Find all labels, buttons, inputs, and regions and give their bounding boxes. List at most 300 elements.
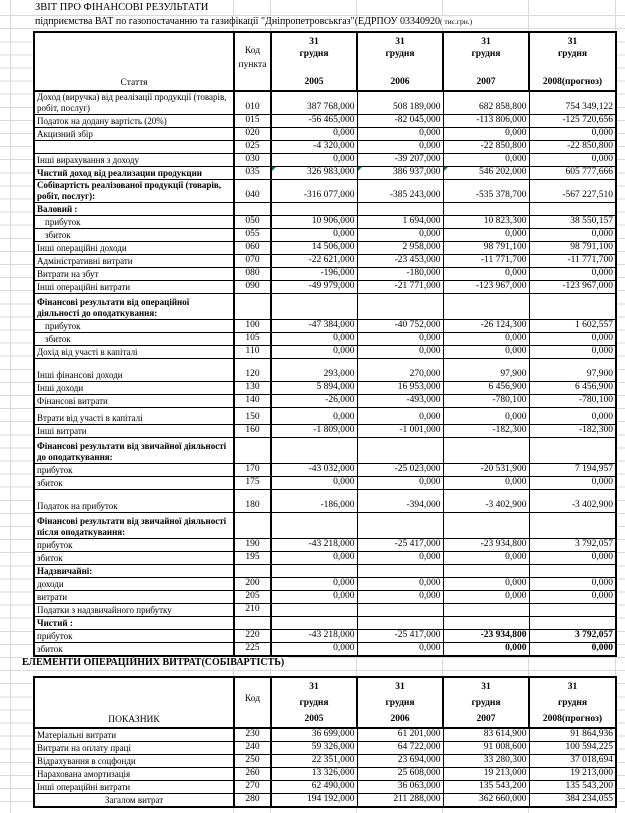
row-label-cell: Інші операційні витрати — [34, 281, 234, 294]
value-cell: 59 326,000 — [271, 742, 357, 755]
value-cell: -43 218,000 — [271, 630, 357, 643]
value-cell: -26 124,300 — [443, 320, 529, 333]
value-cell: 508 189,000 — [357, 91, 443, 115]
value-cell: 1 602,557 — [529, 320, 616, 333]
value-cell: 25 608,000 — [357, 768, 443, 781]
value-cell: 0,000 — [271, 643, 357, 657]
table-row — [34, 141, 616, 154]
table-row — [34, 268, 616, 281]
table-row — [34, 768, 616, 781]
value-cell: 0,000 — [271, 578, 357, 591]
section-heading-operating-costs: ЕЛЕМЕНТИ ОПЕРАЦІЙНИХ ВИТРАТ(СОБІВАРТІСТЬ) — [22, 657, 288, 668]
article-column-header: ПОКАЗНИК — [34, 677, 234, 728]
value-cell — [529, 617, 616, 630]
table-row — [34, 539, 616, 552]
value-cell: 0,000 — [529, 643, 616, 657]
value-cell: -394,000 — [357, 490, 443, 513]
value-cell: 0,000 — [271, 128, 357, 141]
value-cell: 36 063,000 — [357, 781, 443, 794]
value-cell: -82 045,000 — [357, 115, 443, 128]
value-cell: -123 967,000 — [529, 281, 616, 294]
table-row — [34, 203, 616, 216]
table-row — [34, 438, 616, 464]
row-code-cell: 130 — [234, 382, 271, 395]
row-code-cell: 225 — [234, 643, 271, 657]
value-cell: -113 806,000 — [443, 115, 529, 128]
table-row — [34, 395, 616, 408]
value-cell — [443, 604, 529, 617]
row-label-cell: витрати — [34, 591, 234, 604]
value-cell: 98 791,100 — [443, 242, 529, 255]
value-cell: 0,000 — [357, 477, 443, 490]
value-cell: -780,100 — [529, 395, 616, 408]
row-code-cell: 080 — [234, 268, 271, 281]
period-header-2005: 31 грудня 2005 — [271, 677, 357, 728]
row-code-cell: 110 — [234, 346, 271, 359]
operating-costs-table — [33, 676, 617, 808]
value-cell: -780,100 — [443, 395, 529, 408]
value-cell — [357, 294, 443, 320]
value-cell: 0,000 — [443, 333, 529, 346]
value-cell: 0,000 — [529, 591, 616, 604]
value-cell — [271, 513, 357, 539]
value-cell: -22 621,000 — [271, 255, 357, 268]
row-code-cell: 220 — [234, 630, 271, 643]
row-label-cell: Валовий : — [34, 203, 234, 216]
value-cell: 0,000 — [357, 333, 443, 346]
table-row — [34, 565, 616, 578]
value-cell: 83 614,900 — [443, 728, 529, 742]
value-cell: 0,000 — [357, 552, 443, 565]
row-code-cell: 205 — [234, 591, 271, 604]
value-cell: 10 823,300 — [443, 216, 529, 229]
row-code-cell: 180 — [234, 490, 271, 513]
value-cell: 0,000 — [529, 578, 616, 591]
row-label-cell: збиток — [34, 552, 234, 565]
value-cell: -39 207,000 — [357, 154, 443, 167]
value-cell: 0,000 — [271, 477, 357, 490]
value-cell: 19 213,000 — [529, 768, 616, 781]
row-label-cell: прибуток — [34, 216, 234, 229]
value-cell: 0,000 — [443, 578, 529, 591]
row-label-cell: Доход (виручка) від реалізації продукції (товарів, робіт, послуг) — [34, 91, 234, 115]
value-cell: -23 934,800 — [443, 630, 529, 643]
value-cell: -11 771,700 — [529, 255, 616, 268]
row-label-cell: збиток — [34, 477, 234, 490]
table-row — [34, 794, 616, 808]
value-cell: 605 777,666 — [529, 167, 616, 180]
row-label-cell: збиток — [34, 229, 234, 242]
value-cell: 61 201,000 — [357, 728, 443, 742]
value-cell: -567 227,510 — [529, 180, 616, 203]
value-cell — [443, 294, 529, 320]
row-code-cell: 105 — [234, 333, 271, 346]
value-cell: -493,000 — [357, 395, 443, 408]
row-code-cell: 280 — [234, 794, 271, 808]
table-row — [34, 781, 616, 794]
value-cell: 13 326,000 — [271, 768, 357, 781]
value-cell: 0,000 — [443, 346, 529, 359]
row-code-cell: 175 — [234, 477, 271, 490]
value-cell — [529, 294, 616, 320]
value-cell — [443, 203, 529, 216]
row-label-cell: Адміністративні витрати — [34, 255, 234, 268]
value-cell — [529, 513, 616, 539]
value-cell: 0,000 — [271, 591, 357, 604]
value-cell: 16 953,000 — [357, 382, 443, 395]
row-label-cell: Дохід від участі в капіталі — [34, 346, 234, 359]
value-cell: -43 032,000 — [271, 464, 357, 477]
value-cell — [357, 604, 443, 617]
value-cell: 38 550,157 — [529, 216, 616, 229]
value-cell: 682 858,800 — [443, 91, 529, 115]
row-code-cell: 040 — [234, 180, 271, 203]
value-cell: -22 850,800 — [443, 141, 529, 154]
value-cell — [443, 438, 529, 464]
value-cell: -43 218,000 — [271, 539, 357, 552]
value-cell: 3 792,057 — [529, 630, 616, 643]
row-label-cell: збиток — [34, 643, 234, 657]
value-cell: -385 243,000 — [357, 180, 443, 203]
table-row — [34, 591, 616, 604]
value-cell: 0,000 — [271, 346, 357, 359]
table-row — [34, 630, 616, 643]
table-row — [34, 167, 616, 180]
row-label-cell: Фінансові результати від звичайної діяльності до оподаткування: — [34, 438, 234, 464]
value-cell: 362 660,000 — [443, 794, 529, 808]
row-label-cell: Чистий доход від реализации продукции — [34, 167, 234, 180]
value-cell: 0,000 — [529, 477, 616, 490]
value-cell: 7 194,957 — [529, 464, 616, 477]
value-cell — [271, 203, 357, 216]
table-row — [34, 128, 616, 141]
row-label-cell: Інші фінансові доходи — [34, 359, 234, 382]
table-row — [34, 604, 616, 617]
value-cell: 22 351,000 — [271, 755, 357, 768]
value-cell — [529, 565, 616, 578]
row-code-cell — [234, 565, 271, 578]
value-cell: 33 280,300 — [443, 755, 529, 768]
value-cell: -25 417,000 — [357, 630, 443, 643]
value-cell: 0,000 — [357, 229, 443, 242]
value-cell: 293,000 — [271, 359, 357, 382]
row-code-cell: 150 — [234, 408, 271, 425]
row-label-cell: Інші операційні витрати — [34, 781, 234, 794]
value-cell: 91 008,600 — [443, 742, 529, 755]
table-row — [34, 359, 616, 382]
value-cell: -26,000 — [271, 395, 357, 408]
value-cell: 91 864,936 — [529, 728, 616, 742]
row-label-cell: Акцизний збір — [34, 128, 234, 141]
value-cell: 0,000 — [529, 229, 616, 242]
row-label-cell: Загалом витрат — [34, 794, 234, 808]
comment-marker-icon — [272, 167, 276, 171]
table-row — [34, 477, 616, 490]
value-cell — [529, 203, 616, 216]
value-cell: -3 402,900 — [529, 490, 616, 513]
value-cell: 211 288,000 — [357, 794, 443, 808]
value-cell: 37 018,694 — [529, 755, 616, 768]
value-cell: 100 594,225 — [529, 742, 616, 755]
value-cell: 14 506,000 — [271, 242, 357, 255]
value-cell: 546 202,000 — [443, 167, 529, 180]
value-cell: 387 768,000 — [271, 91, 357, 115]
period-header-2008(прогноз): 31 грудня 2008(прогноз) — [529, 677, 616, 728]
row-code-cell: 160 — [234, 425, 271, 438]
value-cell: -23 934,800 — [443, 539, 529, 552]
value-cell: 0,000 — [357, 591, 443, 604]
table-row — [34, 180, 616, 203]
table-row — [34, 464, 616, 477]
value-cell — [271, 294, 357, 320]
value-cell — [271, 617, 357, 630]
value-cell: -186,000 — [271, 490, 357, 513]
value-cell: -1 001,000 — [357, 425, 443, 438]
value-cell: 0,000 — [443, 408, 529, 425]
row-label-cell: Інші операційні доходи — [34, 242, 234, 255]
row-code-cell: 030 — [234, 154, 271, 167]
value-cell: -180,000 — [357, 268, 443, 281]
table-row — [34, 490, 616, 513]
row-label-cell: Фінансові результати від звичайної діяльності після оподаткування: — [34, 513, 234, 539]
value-cell: -49 979,000 — [271, 281, 357, 294]
value-cell: 5 894,000 — [271, 382, 357, 395]
table-row — [34, 229, 616, 242]
row-code-cell: 270 — [234, 781, 271, 794]
value-cell: 0,000 — [443, 128, 529, 141]
comment-marker-icon — [444, 167, 448, 171]
value-cell: -182,300 — [443, 425, 529, 438]
value-cell: 19 213,000 — [443, 768, 529, 781]
row-label-cell: Податки з надзвичайного прибутку — [34, 604, 234, 617]
value-cell: 0,000 — [443, 591, 529, 604]
value-cell: 97,900 — [443, 359, 529, 382]
row-code-cell: 050 — [234, 216, 271, 229]
row-label-cell: прибуток — [34, 320, 234, 333]
row-label-cell: Податок на прибуток — [34, 490, 234, 513]
value-cell: -22 850,800 — [529, 141, 616, 154]
table-row — [34, 320, 616, 333]
table-row — [34, 91, 616, 115]
row-label-cell: Інші доходи — [34, 382, 234, 395]
value-cell: -56 465,000 — [271, 115, 357, 128]
value-cell: -25 023,000 — [357, 464, 443, 477]
value-cell: 0,000 — [529, 552, 616, 565]
table-row — [34, 755, 616, 768]
report-title: ЗВІТ ПРО ФІНАНСОВІ РЕЗУЛЬТАТИ — [35, 2, 211, 13]
table-row — [34, 513, 616, 539]
table-row — [34, 643, 616, 657]
value-cell — [357, 617, 443, 630]
value-cell: 0,000 — [271, 552, 357, 565]
row-code-cell: 250 — [234, 755, 271, 768]
value-cell: 326 983,000 — [271, 167, 357, 180]
value-cell: 270,000 — [357, 359, 443, 382]
value-cell: 36 699,000 — [271, 728, 357, 742]
value-cell: 0,000 — [357, 643, 443, 657]
table-row — [34, 216, 616, 229]
value-cell: 0,000 — [443, 154, 529, 167]
value-cell — [529, 604, 616, 617]
table-row — [34, 425, 616, 438]
value-cell: -21 771,000 — [357, 281, 443, 294]
row-code-cell: 190 — [234, 539, 271, 552]
value-cell: 0,000 — [443, 268, 529, 281]
value-cell — [529, 438, 616, 464]
value-cell: -23 453,000 — [357, 255, 443, 268]
table-row — [34, 552, 616, 565]
value-cell: 6 456,900 — [443, 382, 529, 395]
row-code-cell: 100 — [234, 320, 271, 333]
report-subtitle — [35, 16, 475, 27]
value-cell: -1 809,000 — [271, 425, 357, 438]
value-cell: -20 531,900 — [443, 464, 529, 477]
row-label-cell: Втрати від участі в капіталі — [34, 408, 234, 425]
value-cell: 0,000 — [529, 268, 616, 281]
value-cell: 10 906,000 — [271, 216, 357, 229]
table-row — [34, 281, 616, 294]
value-cell: 23 694,000 — [357, 755, 443, 768]
table-row — [34, 346, 616, 359]
row-code-cell: 015 — [234, 115, 271, 128]
table-row — [34, 154, 616, 167]
row-code-cell: 170 — [234, 464, 271, 477]
value-cell: 0,000 — [271, 229, 357, 242]
row-code-cell — [234, 438, 271, 464]
value-cell — [443, 513, 529, 539]
row-label-cell: збиток — [34, 333, 234, 346]
period-header-2006: 31 грудня 2006 — [357, 677, 443, 728]
value-cell: 3 792,057 — [529, 539, 616, 552]
value-cell: 0,000 — [443, 229, 529, 242]
row-code-cell: 240 — [234, 742, 271, 755]
value-cell: 754 349,122 — [529, 91, 616, 115]
row-label-cell: Фінансові результати від операційної діяльності до оподаткування: — [34, 294, 234, 320]
code-column-header: Код пункта — [234, 32, 271, 91]
row-code-cell — [234, 203, 271, 216]
table-row — [34, 728, 616, 742]
period-header-2006: 31 грудня 2006 — [357, 32, 443, 91]
value-cell: 0,000 — [357, 141, 443, 154]
value-cell — [271, 604, 357, 617]
value-cell: -535 378,700 — [443, 180, 529, 203]
row-label-cell: доходи — [34, 578, 234, 591]
value-cell: -182,300 — [529, 425, 616, 438]
value-cell: -3 402,900 — [443, 490, 529, 513]
row-code-cell: 260 — [234, 768, 271, 781]
value-cell: -47 384,000 — [271, 320, 357, 333]
value-cell — [357, 513, 443, 539]
table-row — [34, 578, 616, 591]
value-cell: 135 543,200 — [529, 781, 616, 794]
period-header-2007: 31 грудня 2007 — [443, 32, 529, 91]
row-code-cell: 195 — [234, 552, 271, 565]
value-cell: -40 752,000 — [357, 320, 443, 333]
value-cell: 0,000 — [529, 128, 616, 141]
value-cell: 0,000 — [443, 477, 529, 490]
row-label-cell: прибуток — [34, 464, 234, 477]
row-code-cell: 200 — [234, 578, 271, 591]
row-label-cell: Податок на додану вартість (20%) — [34, 115, 234, 128]
value-cell: 0,000 — [443, 552, 529, 565]
row-code-cell: 230 — [234, 728, 271, 742]
value-cell: 0,000 — [271, 408, 357, 425]
value-cell: 0,000 — [357, 128, 443, 141]
period-header-2007: 31 грудня 2007 — [443, 677, 529, 728]
value-cell: -11 771,700 — [443, 255, 529, 268]
row-label-cell — [34, 141, 234, 154]
row-label-cell: прибуток — [34, 630, 234, 643]
table-row — [34, 617, 616, 630]
value-cell: -125 720,656 — [529, 115, 616, 128]
row-label-cell: прибуток — [34, 539, 234, 552]
table-row — [34, 742, 616, 755]
value-cell: 0,000 — [357, 408, 443, 425]
table-row — [34, 255, 616, 268]
value-cell: 0,000 — [443, 643, 529, 657]
value-cell: -4 320,000 — [271, 141, 357, 154]
value-cell: 0,000 — [271, 333, 357, 346]
period-header-2005: 31 грудня 2005 — [271, 32, 357, 91]
value-cell: 0,000 — [271, 154, 357, 167]
comment-marker-icon — [358, 167, 362, 171]
row-code-cell: 010 — [234, 91, 271, 115]
value-cell — [271, 565, 357, 578]
row-label-cell: Відрахування в соцфонди — [34, 755, 234, 768]
row-code-cell — [234, 617, 271, 630]
period-header-2008(прогноз): 31 грудня 2008(прогноз) — [529, 32, 616, 91]
row-label-cell: Нарахована амортизація — [34, 768, 234, 781]
value-cell: 0,000 — [529, 408, 616, 425]
row-code-cell: 210 — [234, 604, 271, 617]
value-cell: 97,900 — [529, 359, 616, 382]
table-row — [34, 382, 616, 395]
table-row — [34, 294, 616, 320]
value-cell: 1 694,000 — [357, 216, 443, 229]
row-label-cell: Надзвичайні: — [34, 565, 234, 578]
table-row — [34, 242, 616, 255]
code-column-header: Код — [234, 677, 271, 728]
table-row — [34, 115, 616, 128]
row-label-cell: Інші витрати — [34, 425, 234, 438]
row-code-cell: 090 — [234, 281, 271, 294]
row-code-cell: 035 — [234, 167, 271, 180]
row-label-cell: Витрати на збут — [34, 268, 234, 281]
row-code-cell: 055 — [234, 229, 271, 242]
article-column-header: Стаття — [34, 32, 234, 91]
value-cell: 135 543,200 — [443, 781, 529, 794]
row-code-cell: 025 — [234, 141, 271, 154]
financial-results-table — [33, 31, 617, 657]
value-cell: 98 791,100 — [529, 242, 616, 255]
value-cell: -196,000 — [271, 268, 357, 281]
value-cell — [443, 617, 529, 630]
value-cell: -316 077,000 — [271, 180, 357, 203]
value-cell: -123 967,000 — [443, 281, 529, 294]
row-label-cell: Собівартість реалізованої продукції (товарів, робіт, послуг): — [34, 180, 234, 203]
value-cell — [443, 565, 529, 578]
row-code-cell: 070 — [234, 255, 271, 268]
value-cell: 386 937,000 — [357, 167, 443, 180]
table-row — [34, 408, 616, 425]
value-cell: 2 958,000 — [357, 242, 443, 255]
units-note: ( тис.грн.) — [440, 17, 473, 26]
value-cell — [357, 565, 443, 578]
value-cell — [271, 438, 357, 464]
value-cell: 62 490,000 — [271, 781, 357, 794]
row-code-cell — [234, 513, 271, 539]
row-code-cell: 060 — [234, 242, 271, 255]
